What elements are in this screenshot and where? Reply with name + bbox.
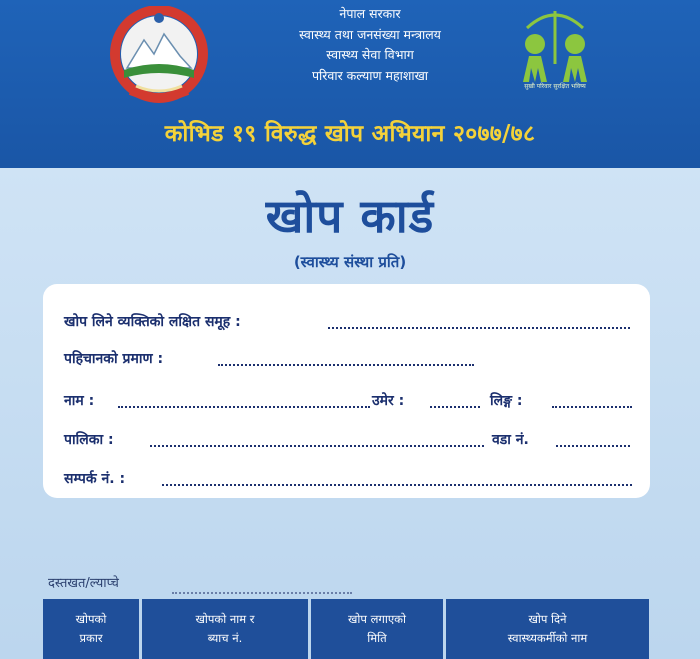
ward-field[interactable] [556, 445, 630, 447]
header-text: खोप लगाएको [348, 612, 406, 626]
header-text: खोपको [75, 612, 107, 626]
signature-label: दस्तखत/ल्याप्चे [48, 576, 119, 591]
government-name: नेपाल सरकार [339, 6, 401, 21]
header-text: प्रकार [79, 631, 103, 645]
header-text: स्वास्थ्यकर्मीको नाम [507, 631, 588, 645]
header-text: ब्याच नं. [207, 631, 243, 645]
target-group-field[interactable] [328, 327, 630, 329]
municipality-field[interactable] [150, 445, 484, 447]
vaccination-table-header [43, 599, 649, 659]
table-header-vaccination-date [311, 599, 443, 659]
header-text: मिति [367, 631, 387, 645]
table-header-vaccine-dose [43, 599, 139, 659]
nepal-emblem-icon [100, 6, 218, 104]
card-subtitle: (स्वास्थ्य संस्था प्रति) [293, 253, 407, 271]
card-title: खोप कार्ड [265, 189, 435, 243]
id-proof-field[interactable] [218, 364, 474, 366]
signature-field[interactable] [172, 592, 352, 594]
age-field[interactable] [430, 406, 480, 408]
municipality-label: पालिका : [64, 432, 114, 448]
name-field[interactable] [118, 406, 370, 408]
header-text: खोप दिने [528, 612, 567, 626]
table-header-vaccine-name-batch [142, 599, 308, 659]
target-group-label: खोप लिने व्यक्तिको लक्षित समूह : [64, 314, 241, 330]
age-label: उमेर : [372, 393, 405, 409]
header-text: खोपको नाम र [195, 612, 255, 626]
government-header [240, 4, 500, 86]
header-banner [0, 0, 700, 168]
gender-label: लिङ्ग : [490, 393, 523, 409]
division-name: परिवार कल्याण महाशाखा [311, 67, 429, 83]
contact-field[interactable] [162, 484, 632, 486]
gender-field[interactable] [552, 406, 632, 408]
ministry-name: स्वास्थ्य तथा जनसंख्या मन्त्रालय [299, 26, 441, 42]
name-label: नाम : [64, 393, 95, 409]
campaign-title: कोभिड १९ विरुद्ध खोप अभियान २०७७/७८ [164, 121, 536, 147]
ward-label: वडा नं. [492, 432, 529, 448]
id-proof-label: पहिचानको प्रमाण : [64, 351, 164, 367]
logo-caption: सुखी परिवार सुरक्षित भविष्य [524, 83, 586, 90]
table-header-health-worker [446, 599, 649, 659]
contact-label: सम्पर्क नं. : [64, 471, 126, 487]
department-name: स्वास्थ्य सेवा विभाग [326, 47, 414, 62]
